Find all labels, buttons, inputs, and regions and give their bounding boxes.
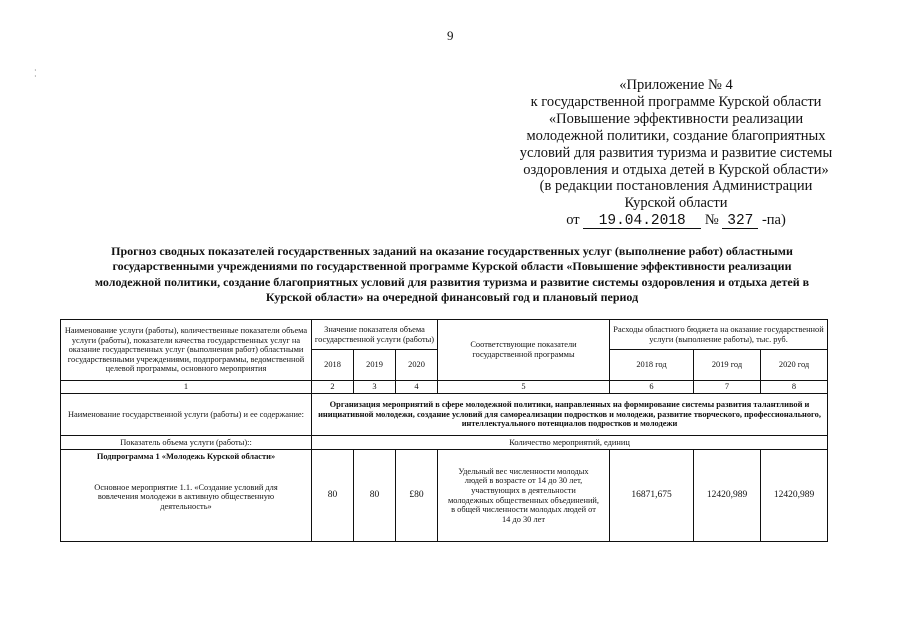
header-indicators: Соответствующие показатели государственной программы [438, 320, 610, 381]
service-content: Организация мероприятий в сфере молодежной политики, направленных на формирование системы развития талантливой и инициативной молодежи, создание условий для самореализации подростков и молодежи, развитие творческого, профессионального, интеллектуального потенциалов подростков и молодежи [312, 394, 828, 436]
heading-line: молодежной политики, создание благоприятных условий для развития туризма и развитие системы оздоровления и отдыха детей в [94, 274, 810, 289]
heading-line: Курской области» на очередной финансовый год и плановый период [265, 290, 639, 305]
value-2019: 80 [354, 450, 396, 542]
activity-label-cell [61, 450, 312, 542]
corner-mark: · · [34, 66, 37, 81]
col-number: 4 [396, 381, 438, 394]
appendix-line: оздоровления и отдыха детей в Курской области» [523, 161, 829, 178]
col-number: 5 [438, 381, 610, 394]
appendix-line: «Повышение эффективности реализации [548, 110, 804, 127]
date-prefix: от [566, 212, 580, 229]
header-expense-2018: 2018 год [610, 350, 694, 381]
col-number: 3 [354, 381, 396, 394]
header-expense-2019: 2019 год [694, 350, 761, 381]
header-year-2020: 2020 [396, 350, 438, 381]
col-number: 6 [610, 381, 694, 394]
column-number-row [61, 381, 828, 394]
value-2020: £80 [396, 450, 438, 542]
appendix-block [480, 77, 872, 229]
document-heading [62, 244, 842, 306]
activity-indicator-text: Удельный вес численности молодых людей в возрасте от 14 до 30 лет, участвующих в деятельности молодежных общественных объединений, в общей численности молодых людей от 14 до 30 лет [448, 466, 600, 524]
expense-2020: 12420,989 [761, 450, 828, 542]
col-number: 7 [694, 381, 761, 394]
header-expense-group: Расходы областного бюджета на оказание государственной услуги (выполнение работы), тыс. руб. [610, 320, 828, 350]
col-number: 2 [312, 381, 354, 394]
service-row [61, 394, 828, 436]
indicator-content: Количество мероприятий, единиц [312, 436, 828, 450]
activity-indicator [438, 450, 610, 542]
page-number: 9 [447, 28, 454, 43]
header-value-group: Значение показателя объема государственной услуги (работы) [312, 320, 438, 350]
header-col1: Наименование услуги (работы), количественные показатели объема услуги (работы), показатели качества государственных услуг на оказание государственных услуг (выполнения работ) областными государственными учреждениями, подпрограммы, ведомственной целевой программы, основного мероприятия [61, 320, 312, 381]
appendix-line: условий для развития туризма и развитие системы [519, 144, 833, 161]
resolution-number: 327 [722, 214, 758, 229]
header-expense-2020: 2020 год [761, 350, 828, 381]
header-year-2019: 2019 [354, 350, 396, 381]
appendix-line: «Приложение № 4 [619, 77, 733, 93]
expense-2018: 16871,675 [610, 450, 694, 542]
number-prefix: № [704, 212, 719, 229]
activity-row [61, 450, 828, 542]
indicator-row [61, 436, 828, 450]
col-number: 1 [61, 381, 312, 394]
appendix-line: (в редакции постановления Администрации [539, 178, 813, 195]
col-number: 8 [761, 381, 828, 394]
indicator-label: Показатель объема услуги (работы):: [61, 436, 312, 450]
appendix-line: молодежной политики, создание благоприятных [526, 127, 826, 144]
subprogram-title: Подпрограмма 1 «Молодежь Курской области» [96, 452, 276, 461]
heading-line: Прогноз сводных показателей государственных заданий на оказание государственных услуг (выполнение работ) областными [111, 244, 793, 258]
heading-line: государственными учреждениями по государственной программе Курской области «Повышение эффективности реализации [112, 259, 792, 274]
value-2018: 80 [312, 450, 354, 542]
expense-2019: 12420,989 [694, 450, 761, 542]
appendix-line: к государственной программе Курской области [530, 93, 822, 110]
forecast-table [60, 319, 828, 542]
appendix-date-line [480, 212, 872, 229]
appendix-line: Курской области [624, 195, 728, 212]
resolution-date: 19.04.2018 [583, 214, 701, 229]
main-activity-title: Основное мероприятие 1.1. «Создание условий для вовлечения молодежи в активную общественную деятельность» [94, 482, 278, 511]
header-year-2018: 2018 [312, 350, 354, 381]
service-label: Наименование государственной услуги (работы) и ее содержание: [61, 394, 312, 436]
number-suffix: -па) [761, 212, 786, 229]
header-row [61, 320, 828, 350]
